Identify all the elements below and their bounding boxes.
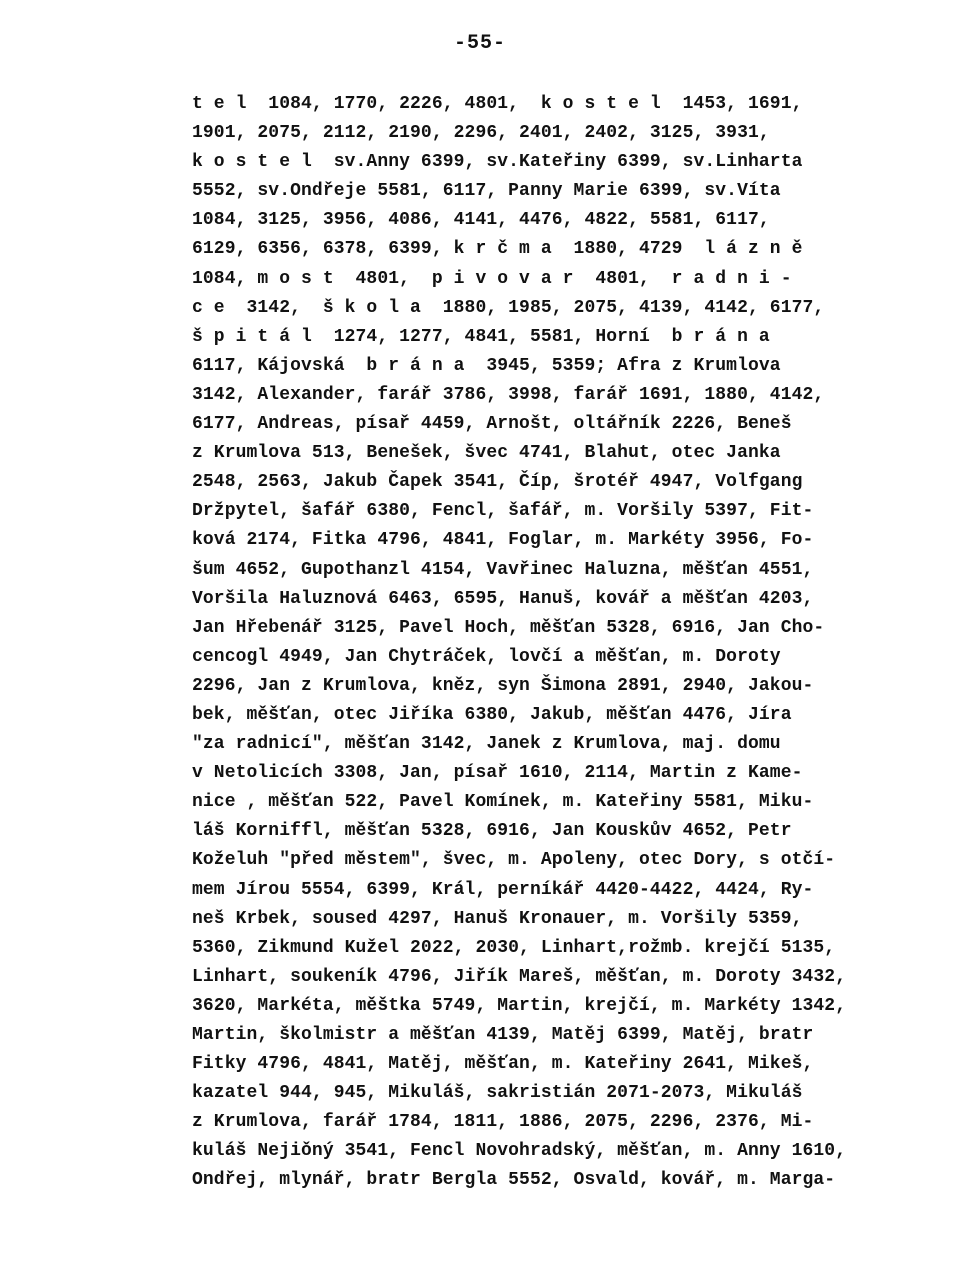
text-line: Ondřej, mlynář, bratr Bergla 5552, Osvald, kovář, m. Marga- bbox=[192, 1170, 836, 1191]
text-line: 2296, Jan z Krumlova, kněz, syn Šimona 2891, 2940, Jakou- bbox=[192, 675, 814, 696]
text-line: bek, měšťan, otec Jiříka 6380, Jakub, měšťan 4476, Jíra bbox=[192, 704, 792, 725]
text-line: 1901, 2075, 2112, 2190, 2296, 2401, 2402, 3125, 3931, bbox=[192, 123, 770, 144]
text-line: šum 4652, Gupothanzl 4154, Vavřinec Haluzna, měšťan 4551, bbox=[192, 559, 814, 580]
text-line: cencogl 4949, Jan Chytráček, lovčí a měšťan, m. Doroty bbox=[192, 646, 781, 667]
text-line: Fitky 4796, 4841, Matěj, měšťan, m. Kateřiny 2641, Mikeš, bbox=[192, 1054, 814, 1075]
text-line: Martin, školmistr a měšťan 4139, Matěj 6399, Matěj, bratr bbox=[192, 1025, 814, 1045]
text-line: 3620, Markéta, měštka 5749, Martin, krejčí, m. Markéty 1342, bbox=[192, 995, 847, 1016]
text-line: mem Jírou 5554, 6399, Král, perníkář 4420-4422, 4424, Ry- bbox=[192, 879, 814, 900]
text-line: t e l 1084, 1770, 2226, 4801, k o s t e l 1453, 1691, bbox=[192, 94, 803, 114]
text-line: v Netolicích 3308, Jan, písař 1610, 2114, Martin z Kame- bbox=[192, 763, 803, 784]
text-line: 1084, 3125, 3956, 4086, 4141, 4476, 4822, 5581, 6117, bbox=[192, 210, 770, 231]
text-line: Jan Hřebenář 3125, Pavel Hoch, měšťan 5328, 6916, Jan Cho- bbox=[192, 617, 825, 638]
text-line: 6129, 6356, 6378, 6399, k r č m a 1880, 4729 l á z n ě bbox=[192, 239, 803, 260]
text-line: ková 2174, Fitka 4796, 4841, Foglar, m. Markéty 3956, Fo- bbox=[192, 530, 814, 551]
text-line: k o s t e l sv.Anny 6399, sv.Kateřiny 6399, sv.Linharta bbox=[192, 152, 803, 173]
text-line: Držpytel, šafář 6380, Fencl, šafář, m. Voršily 5397, Fit- bbox=[192, 501, 814, 522]
text-line: 1084, m o s t 4801, p i v o v a r 4801, r a d n i - bbox=[192, 268, 792, 289]
text-line: láš Korniffl, měšťan 5328, 6916, Jan Kouskův 4652, Petr bbox=[192, 821, 792, 842]
text-line: "za radnicí", měšťan 3142, Janek z Krumlova, maj. domu bbox=[192, 734, 781, 755]
text-line: š p i t á l 1274, 1277, 4841, 5581, Horní b r á n a bbox=[192, 326, 770, 347]
index-text-block bbox=[192, 90, 912, 1196]
text-line: Voršila Haluznová 6463, 6595, Hanuš, kovář a měšťan 4203, bbox=[192, 588, 814, 609]
text-line: z Krumlova 513, Benešek, švec 4741, Blahut, otec Janka bbox=[192, 443, 781, 464]
text-line: z Krumlova, farář 1784, 1811, 1886, 2075, 2296, 2376, Mi- bbox=[192, 1112, 814, 1133]
text-line: 5360, Zikmund Kužel 2022, 2030, Linhart,rožmb. krejčí 5135, bbox=[192, 937, 836, 958]
text-line: kuláš Nejiǒný 3541, Fencl Novohradský, měšťan, m. Anny 1610, bbox=[192, 1141, 847, 1162]
text-line: kazatel 944, 945, Mikuláš, sakristián 2071-2073, Mikuláš bbox=[192, 1083, 803, 1104]
text-line: c e 3142, š k o l a 1880, 1985, 2075, 4139, 4142, 6177, bbox=[192, 297, 825, 318]
text-line: 5552, sv.Ondřeje 5581, 6117, Panny Marie 6399, sv.Víta bbox=[192, 181, 781, 202]
text-line: 2548, 2563, Jakub Čapek 3541, Číp, šrotéř 4947, Volfgang bbox=[192, 472, 803, 493]
text-line: Koželuh "před městem", švec, m. Apoleny, otec Dory, s otčí- bbox=[192, 850, 836, 871]
text-line: Linhart, soukeník 4796, Jiřík Mareš, měšťan, m. Doroty 3432, bbox=[192, 966, 847, 987]
text-line: 6117, Kájovská b r á n a 3945, 5359; Afra z Krumlova bbox=[192, 355, 781, 376]
text-line: 3142, Alexander, farář 3786, 3998, farář 1691, 1880, 4142, bbox=[192, 384, 825, 405]
text-line: nice , měšťan 522, Pavel Komínek, m. Kateřiny 5581, Miku- bbox=[192, 792, 814, 813]
page-number: -55- bbox=[453, 32, 506, 55]
text-line: neš Krbek, soused 4297, Hanuš Kronauer, m. Voršily 5359, bbox=[192, 908, 803, 929]
text-line: 6177, Andreas, písař 4459, Arnošt, oltářník 2226, Beneš bbox=[192, 414, 792, 435]
